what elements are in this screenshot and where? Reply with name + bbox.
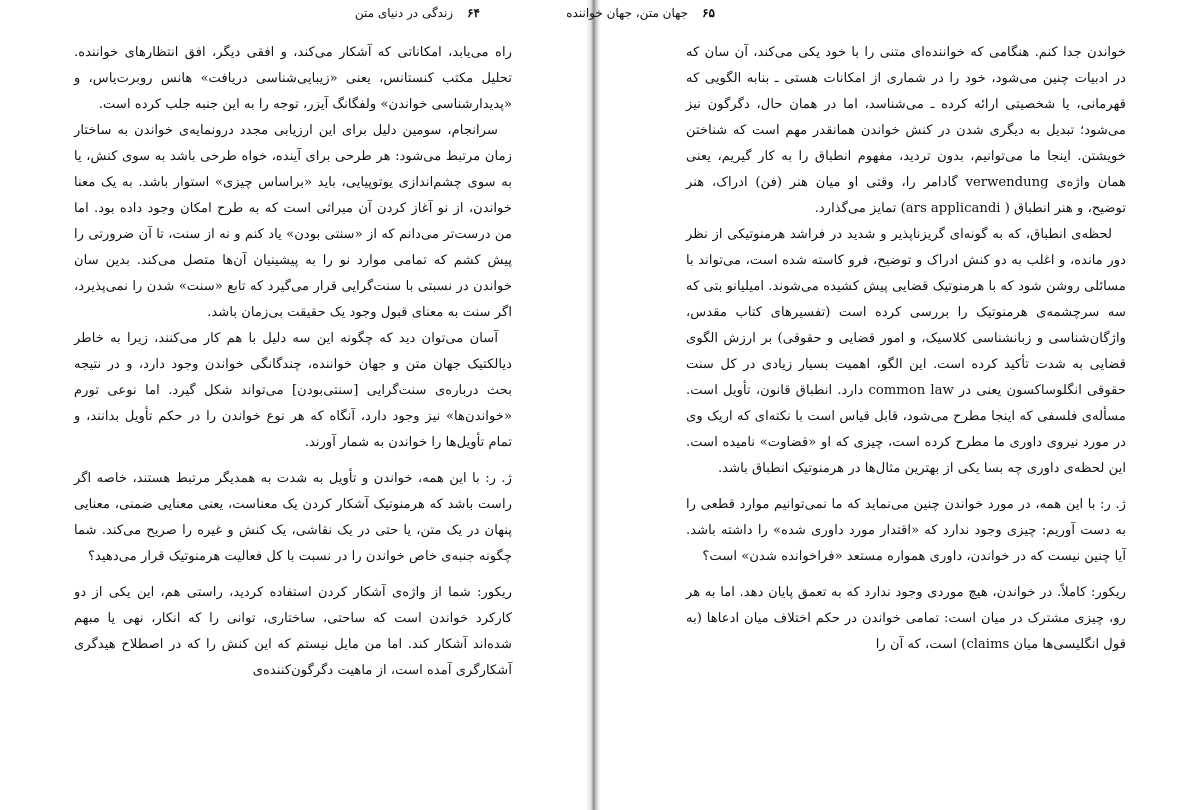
left-running-title: زندگی در دنیای متن [354,6,454,20]
left-page-number: ۶۴ [467,6,480,20]
paragraph-gap [686,482,1126,492]
right-page-number: ۶۵ [702,6,715,20]
right-paragraph-3: ژ. ر: با این همه، در مورد خواندن چنین می‌نماید که ما نمی‌توانیم موارد قطعی را به دست آوریم: چیزی وجود ندارد که «اقتدار مورد داوری شده» را داشته باشد. آیا چنین نیست که در خواندن، داوری همواره مستعد «فراخوانده شدن» است؟ [686,497,1126,564]
left-text-block [74,40,512,684]
right-paragraph-2: لحظه‌ی انطباق، که به گونه‌ای گریزناپذیر و شدید در فراشد هرمنوتیکی از نظر دور مانده، و اغلب به دو کنش ادراک و توضیح، فرو کاسته شده است، می‌تواند با مسائلی روشن شود که با هرمنوتیک قضایی پیش کشیده می‌شوند. امیلیانو بتی که سه سرچشمه‌ی هرمنوتیک را بررسی کرده است (تفسیرهای کتاب مقدس، واژگان‌شناسی و زبانشناسی کلاسیک، و امور قضایی و حقوقی) بر ارزش الگوی قضایی به شدت تأکید کرده است. این الگو، اهمیت بسیار زیادی در کل سنت حقوقی انگلوساکسون یعنی در common law دارد. انطباق قانون، تأویل است. مسأله‌ی فلسفی که اینجا مطرح می‌شود، قابل قیاس است با نکته‌ای که اریک وی در مورد نیروی داوری ما مطرح کرده است، چیزی که او «قضاوت» نامیده است. این لحظه‌ی داوری چه بسا یکی از بهترین مثال‌ها در هرمنوتیک انطباق باشد. [686,227,1126,476]
right-paragraph-1: خواندن جدا کنم. هنگامی که خواننده‌ای متنی را با خود یکی می‌کند، آن سان که در ادبیات چنین می‌شود، خود را در شماری از امکانات هستی ـ بنابه الگویی که قهرمانی، یا شخصیتی ارائه کرده ـ می‌شناسد، اما در همان حال، دگرگون نیز می‌شود؛ تبدیل به دیگری شدن در کنش خواندن همانقدر مهم است که شناختن خویشتن. اینجا ما می‌توانیم، بدون تردید، مفهوم انطباق را به کار گیریم، یعنی همان واژه‌ی verwendung گادامر را، وقتی او میان هنر (فن) ادراک، هنر توضیح، و هنر انطباق ( ars applicandi) تمایز می‌گذارد. [686,45,1127,216]
right-running-head [566,6,715,20]
right-running-title: جهان متن، جهان خواننده [566,6,689,20]
left-running-head [355,6,480,20]
left-paragraph-5: ریکور: شما از واژه‌ی آشکار کردن استفاده کردید، راستی هم، این یکی از دو کارکرد خواندن است که ساحتی، ساختاری، توانی را که انکار، نهی یا مبهم شده‌اند آشکار کند. اما من مایل نیستم که این کنش را که در اصطلاح هیدگری آشکارگری آمده است، از ماهیت دگرگون‌کننده‌ی [74,585,512,678]
left-paragraph-1: راه می‌یابد، امکاناتی که آشکار می‌کند، و افقی دیگر، افق انتظارهای خواننده. تحلیل مکتب کنستانس، یعنی «زیبایی‌شناسی دریافت» هانس روبرت‌یاس، و «پدیدارشناسی خواندن» ولفگانگ آیزر، توجه را به این جنبه جلب کرده است. [74,45,512,112]
right-text-block [686,40,1126,658]
paragraph-gap [74,570,512,580]
paragraph-gap [74,456,512,466]
paragraph-gap [686,570,1126,580]
left-page [0,0,586,810]
right-paragraph-4: ریکور: کاملاً. در خواندن، هیچ موردی وجود ندارد که به تعمق پایان دهد. اما به هر رو، چیزی مشترک در میان است: تمامی خواندن در حکم اختلاف میان ادعاها (به قول انگلیسی‌ها میان claims) است، که آن را [686,585,1126,652]
book-gutter [586,0,600,810]
left-paragraph-2: سرانجام، سومین دلیل برای این ارزیابی مجدد درونمایه‌ی خواندن به ساختار زمان مرتبط می‌شود: هر طرحی برای آینده، خواه طرحی باشد به سوی کنش، یا به سوی چشم‌اندازی یوتوپیایی، باید «براساس چیزی» استوار باشد. به یک معنا خواندن، از نو آغاز کردن آن میراثی است که به طرح امکان وجود داده بود. اما من درست‌تر می‌دانم که از «سنتی بودن» یاد کنم و نه از سنت، تا آن ضرورتی را پیش کشم که تمامی موارد نو را به پیشینیان آن‌ها متصل می‌کند. بدین سان خواندن در نسبتی با سنت‌گرایی قرار می‌گیرد که تابع «سنت» شدن را نمی‌پذیرد، اگر سنت به معنای قبول وجود یک حقیقت بی‌زمان باشد. [74,123,512,320]
left-paragraph-4: ژ. ر: با این همه، خواندن و تأویل به شدت به همدیگر مرتبط هستند، خاصه اگر راست باشد که هرمنوتیک آشکار کردن یک معناست، یعنی معنایی ضمنی، معنایی پنهان در یک متن، یا حتی در یک نقاشی، یک کنش و غیره را صریح می‌کند. شما چگونه جنبه‌ی خاص خواندن را در نسبت با کل فعالیت هرمنوتیک قرار می‌دهید؟ [74,471,512,564]
left-paragraph-3: آسان می‌توان دید که چگونه این سه دلیل با هم کار می‌کنند، زیرا به خاطر دیالکتیک جهان متن و جهان خواننده، چندگانگی خواندن وجود دارد، و در نتیجه بحث درباره‌ی سنت‌گرایی [سنتی‌بودن] می‌تواند شکل گیرد. اما نوعی تورم «خواندن‌ها» نیز وجود دارد، آنگاه که هر نوع خواندن را در حکم تأویل بدانند، و تمام تأویل‌ها را خواندن به شمار آورند. [74,331,512,450]
right-page [566,0,1183,810]
